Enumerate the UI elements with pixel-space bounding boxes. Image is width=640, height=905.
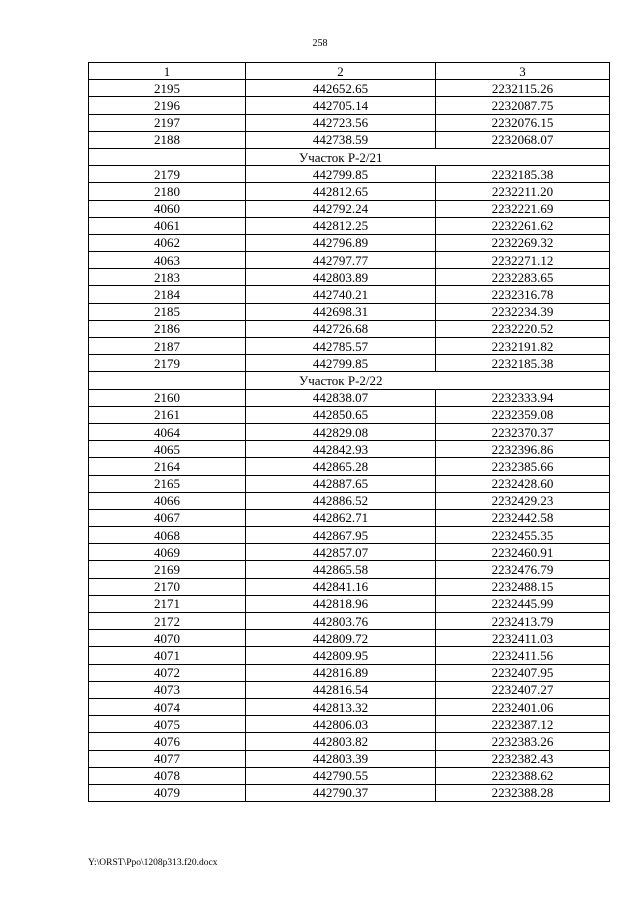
y-coordinate-cell: 2232234.39 xyxy=(436,303,610,320)
table-header-row xyxy=(89,63,610,80)
point-number-cell: 2160 xyxy=(89,389,246,406)
point-number-cell: 4077 xyxy=(89,750,246,767)
point-number-cell: 4075 xyxy=(89,716,246,733)
point-number-cell: 4066 xyxy=(89,492,246,509)
x-coordinate-cell: 442698.31 xyxy=(246,303,436,320)
column-header-point: 1 xyxy=(89,63,246,80)
x-coordinate-cell: 442887.65 xyxy=(246,475,436,492)
x-coordinate-cell: 442799.85 xyxy=(246,166,436,183)
x-coordinate-cell: 442799.85 xyxy=(246,355,436,372)
point-number-cell: 4068 xyxy=(89,527,246,544)
table-row xyxy=(89,441,610,458)
point-number-cell: 4076 xyxy=(89,733,246,750)
table-row xyxy=(89,269,610,286)
point-number-cell: 4064 xyxy=(89,423,246,440)
y-coordinate-cell: 2232460.91 xyxy=(436,544,610,561)
point-number-cell: 4067 xyxy=(89,509,246,526)
x-coordinate-cell: 442867.95 xyxy=(246,527,436,544)
table-row xyxy=(89,544,610,561)
point-number-cell: 2165 xyxy=(89,475,246,492)
x-coordinate-cell: 442838.07 xyxy=(246,389,436,406)
table-body xyxy=(89,80,610,802)
table-row xyxy=(89,458,610,475)
section-empty-cell xyxy=(89,372,246,389)
point-number-cell: 2179 xyxy=(89,355,246,372)
x-coordinate-cell: 442865.58 xyxy=(246,561,436,578)
x-coordinate-cell: 442812.25 xyxy=(246,217,436,234)
table-row xyxy=(89,492,610,509)
point-number-cell: 4071 xyxy=(89,647,246,664)
y-coordinate-cell: 2232076.15 xyxy=(436,114,610,131)
section-empty-cell xyxy=(89,148,246,165)
table-row xyxy=(89,716,610,733)
y-coordinate-cell: 2232413.79 xyxy=(436,613,610,630)
y-coordinate-cell: 2232271.12 xyxy=(436,252,610,269)
point-number-cell: 2164 xyxy=(89,458,246,475)
table-row xyxy=(89,630,610,647)
point-number-cell: 2197 xyxy=(89,114,246,131)
point-number-cell: 4069 xyxy=(89,544,246,561)
point-number-cell: 4070 xyxy=(89,630,246,647)
x-coordinate-cell: 442723.56 xyxy=(246,114,436,131)
y-coordinate-cell: 2232185.38 xyxy=(436,166,610,183)
x-coordinate-cell: 442886.52 xyxy=(246,492,436,509)
x-coordinate-cell: 442809.95 xyxy=(246,647,436,664)
table-row xyxy=(89,647,610,664)
y-coordinate-cell: 2232429.23 xyxy=(436,492,610,509)
y-coordinate-cell: 2232370.37 xyxy=(436,423,610,440)
y-coordinate-cell: 2232476.79 xyxy=(436,561,610,578)
table-row xyxy=(89,131,610,148)
x-coordinate-cell: 442850.65 xyxy=(246,406,436,423)
column-header-y: 3 xyxy=(436,63,610,80)
page-number: 258 xyxy=(312,38,328,49)
x-coordinate-cell: 442803.39 xyxy=(246,750,436,767)
table-row xyxy=(89,561,610,578)
y-coordinate-cell: 2232411.03 xyxy=(436,630,610,647)
point-number-cell: 2185 xyxy=(89,303,246,320)
table-row xyxy=(89,664,610,681)
x-coordinate-cell: 442705.14 xyxy=(246,97,436,114)
table-row xyxy=(89,234,610,251)
point-number-cell: 4063 xyxy=(89,252,246,269)
y-coordinate-cell: 2232388.62 xyxy=(436,767,610,784)
x-coordinate-cell: 442790.55 xyxy=(246,767,436,784)
footer-file-path: Y:\ORST\Ppo\1208p313.f20.docx xyxy=(88,858,218,868)
table-row xyxy=(89,217,610,234)
table-row xyxy=(89,509,610,526)
table-row xyxy=(89,475,610,492)
x-coordinate-cell: 442803.82 xyxy=(246,733,436,750)
point-number-cell: 2179 xyxy=(89,166,246,183)
x-coordinate-cell: 442785.57 xyxy=(246,338,436,355)
point-number-cell: 2172 xyxy=(89,613,246,630)
y-coordinate-cell: 2232382.43 xyxy=(436,750,610,767)
y-coordinate-cell: 2232269.32 xyxy=(436,234,610,251)
y-coordinate-cell: 2232385.66 xyxy=(436,458,610,475)
table-row xyxy=(89,166,610,183)
table-row xyxy=(89,97,610,114)
x-coordinate-cell: 442865.28 xyxy=(246,458,436,475)
y-coordinate-cell: 2232283.65 xyxy=(436,269,610,286)
section-title: Участок Р-2/21 xyxy=(246,148,436,165)
table-row xyxy=(89,252,610,269)
y-coordinate-cell: 2232261.62 xyxy=(436,217,610,234)
table-row xyxy=(89,183,610,200)
x-coordinate-cell: 442803.76 xyxy=(246,613,436,630)
table-row xyxy=(89,750,610,767)
point-number-cell: 4072 xyxy=(89,664,246,681)
point-number-cell: 2196 xyxy=(89,97,246,114)
table-row xyxy=(89,303,610,320)
table-row xyxy=(89,595,610,612)
table-row xyxy=(89,389,610,406)
section-header-row xyxy=(89,372,610,389)
point-number-cell: 4073 xyxy=(89,681,246,698)
y-coordinate-cell: 2232411.56 xyxy=(436,647,610,664)
table-row xyxy=(89,423,610,440)
section-header-row xyxy=(89,148,610,165)
y-coordinate-cell: 2232407.27 xyxy=(436,681,610,698)
point-number-cell: 2187 xyxy=(89,338,246,355)
point-number-cell: 4062 xyxy=(89,234,246,251)
x-coordinate-cell: 442813.32 xyxy=(246,698,436,715)
table-row xyxy=(89,338,610,355)
x-coordinate-cell: 442816.54 xyxy=(246,681,436,698)
x-coordinate-cell: 442862.71 xyxy=(246,509,436,526)
x-coordinate-cell: 442829.08 xyxy=(246,423,436,440)
y-coordinate-cell: 2232387.12 xyxy=(436,716,610,733)
point-number-cell: 2186 xyxy=(89,320,246,337)
y-coordinate-cell: 2232068.07 xyxy=(436,131,610,148)
y-coordinate-cell: 2232191.82 xyxy=(436,338,610,355)
x-coordinate-cell: 442740.21 xyxy=(246,286,436,303)
point-number-cell: 2169 xyxy=(89,561,246,578)
y-coordinate-cell: 2232401.06 xyxy=(436,698,610,715)
y-coordinate-cell: 2232115.26 xyxy=(436,80,610,97)
table-row xyxy=(89,406,610,423)
y-coordinate-cell: 2232087.75 xyxy=(436,97,610,114)
x-coordinate-cell: 442857.07 xyxy=(246,544,436,561)
table-row xyxy=(89,578,610,595)
table-row xyxy=(89,527,610,544)
point-number-cell: 2195 xyxy=(89,80,246,97)
table-row xyxy=(89,733,610,750)
x-coordinate-cell: 442803.89 xyxy=(246,269,436,286)
y-coordinate-cell: 2232185.38 xyxy=(436,355,610,372)
point-number-cell: 2161 xyxy=(89,406,246,423)
table-row xyxy=(89,80,610,97)
point-number-cell: 2180 xyxy=(89,183,246,200)
y-coordinate-cell: 2232333.94 xyxy=(436,389,610,406)
y-coordinate-cell: 2232221.69 xyxy=(436,200,610,217)
y-coordinate-cell: 2232211.20 xyxy=(436,183,610,200)
column-header-x: 2 xyxy=(246,63,436,80)
table-row xyxy=(89,784,610,801)
x-coordinate-cell: 442809.72 xyxy=(246,630,436,647)
x-coordinate-cell: 442792.24 xyxy=(246,200,436,217)
x-coordinate-cell: 442790.37 xyxy=(246,784,436,801)
point-number-cell: 2188 xyxy=(89,131,246,148)
section-empty-cell xyxy=(436,148,610,165)
point-number-cell: 4060 xyxy=(89,200,246,217)
y-coordinate-cell: 2232445.99 xyxy=(436,595,610,612)
y-coordinate-cell: 2232442.58 xyxy=(436,509,610,526)
y-coordinate-cell: 2232383.26 xyxy=(436,733,610,750)
y-coordinate-cell: 2232396.86 xyxy=(436,441,610,458)
x-coordinate-cell: 442806.03 xyxy=(246,716,436,733)
table-row xyxy=(89,698,610,715)
y-coordinate-cell: 2232316.78 xyxy=(436,286,610,303)
y-coordinate-cell: 2232455.35 xyxy=(436,527,610,544)
table-row xyxy=(89,681,610,698)
table-row xyxy=(89,355,610,372)
x-coordinate-cell: 442818.96 xyxy=(246,595,436,612)
x-coordinate-cell: 442841.16 xyxy=(246,578,436,595)
x-coordinate-cell: 442797.77 xyxy=(246,252,436,269)
x-coordinate-cell: 442726.68 xyxy=(246,320,436,337)
y-coordinate-cell: 2232428.60 xyxy=(436,475,610,492)
x-coordinate-cell: 442738.59 xyxy=(246,131,436,148)
point-number-cell: 4061 xyxy=(89,217,246,234)
x-coordinate-cell: 442842.93 xyxy=(246,441,436,458)
table-row xyxy=(89,613,610,630)
section-empty-cell xyxy=(436,372,610,389)
y-coordinate-cell: 2232388.28 xyxy=(436,784,610,801)
point-number-cell: 4079 xyxy=(89,784,246,801)
y-coordinate-cell: 2232220.52 xyxy=(436,320,610,337)
table-row xyxy=(89,320,610,337)
x-coordinate-cell: 442796.89 xyxy=(246,234,436,251)
table-row xyxy=(89,200,610,217)
table-row xyxy=(89,767,610,784)
y-coordinate-cell: 2232488.15 xyxy=(436,578,610,595)
coordinates-table xyxy=(88,62,610,802)
point-number-cell: 4078 xyxy=(89,767,246,784)
point-number-cell: 4074 xyxy=(89,698,246,715)
section-title: Участок Р-2/22 xyxy=(246,372,436,389)
point-number-cell: 2183 xyxy=(89,269,246,286)
y-coordinate-cell: 2232407.95 xyxy=(436,664,610,681)
point-number-cell: 2171 xyxy=(89,595,246,612)
y-coordinate-cell: 2232359.08 xyxy=(436,406,610,423)
point-number-cell: 4065 xyxy=(89,441,246,458)
point-number-cell: 2170 xyxy=(89,578,246,595)
table-row xyxy=(89,286,610,303)
x-coordinate-cell: 442816.89 xyxy=(246,664,436,681)
table-row xyxy=(89,114,610,131)
point-number-cell: 2184 xyxy=(89,286,246,303)
x-coordinate-cell: 442812.65 xyxy=(246,183,436,200)
x-coordinate-cell: 442652.65 xyxy=(246,80,436,97)
